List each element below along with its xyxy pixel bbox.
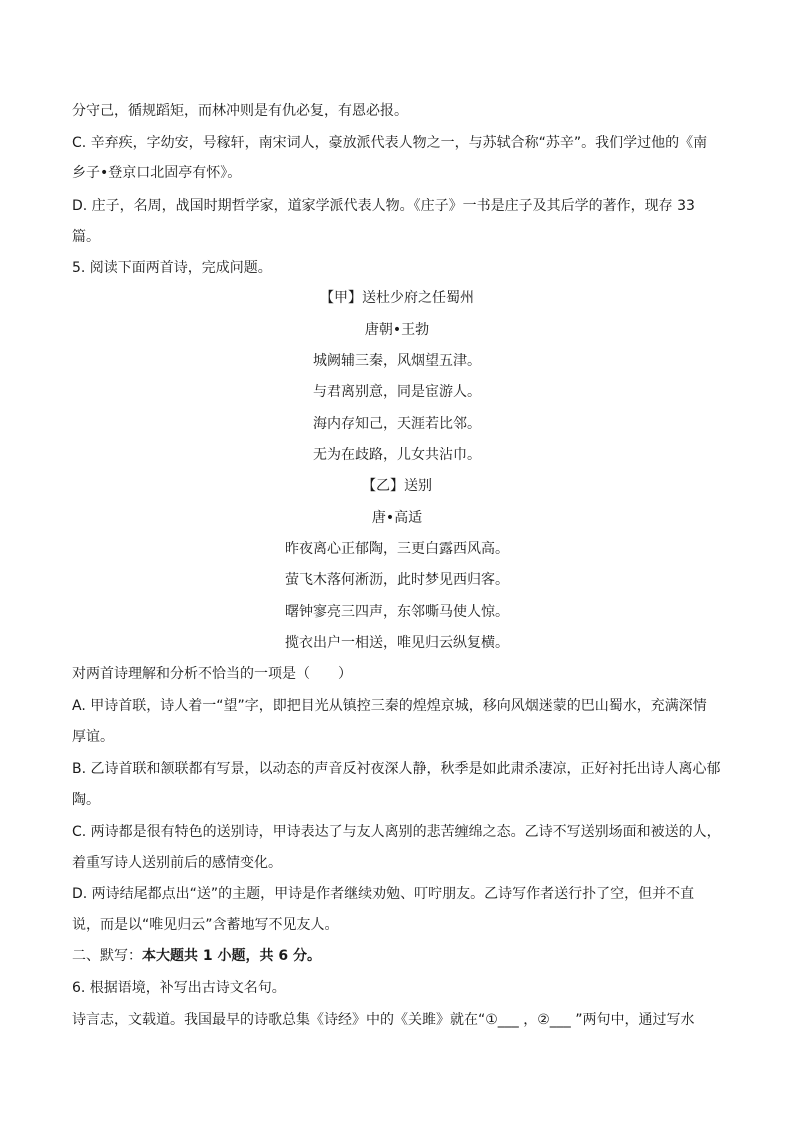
option-d-line-2: 篇。: [72, 229, 100, 245]
option-b-line-2: 陶。: [72, 792, 100, 808]
poem-b-line: 昨夜离心正郁陶，三更白露西风高。: [285, 541, 509, 557]
poem-a-line: 无为在歧路，儿女共沾巾。: [313, 447, 481, 463]
poem-a-line: 与君离别意，同是宦游人。: [313, 384, 481, 400]
option-d-line-2: 说，而是以“唯见归云”含蓄地写不见友人。: [72, 917, 339, 933]
option-a-line-2: 厚谊。: [72, 729, 114, 745]
poem-a-title: 【甲】送杜少府之任蜀州: [320, 290, 474, 306]
poem-a-author: 唐朝•王勃: [364, 322, 430, 338]
option-a-line-1: A. 甲诗首联，诗人着一“望”字，即把目光从镇控三秦的煌煌京城，移向风烟迷蒙的巴山蜀水，充满深情: [72, 698, 707, 714]
option-c-line-2: 着重写诗人送别前后的感情变化。: [72, 855, 282, 871]
poem-b-author: 唐•高适: [371, 510, 423, 526]
poem-a-line: 海内存知己，天涯若比邻。: [313, 416, 481, 432]
section-heading: [72, 946, 732, 966]
section-heading-prefix: 二、默写：: [72, 948, 142, 964]
option-c-line-2: 乡子•登京口北固亭有怀》。: [72, 165, 242, 181]
option-d-line-1: D. 庄子，名周，战国时期哲学家，道家学派代表人物。《庄子》一书是庄子及其后学的著作，现存 33: [72, 198, 695, 214]
option-b-line-1: B. 乙诗首联和颔联都有写景，以动态的声音反衬夜深人静，秋季是如此肃杀凄凉，正好衬托出诗人离心郁: [72, 761, 721, 777]
poem-b-line: 揽衣出户一相送，唯见归云纵复横。: [285, 635, 509, 651]
question-6-text: 诗言志，文载道。我国最早的诗歌总集《诗经》中的《关雎》就在“①___ ，②___ ”两句中，通过写水: [72, 1012, 695, 1028]
poem-b-line: 萤飞木落何淅沥，此时梦见西归客。: [285, 572, 509, 588]
poem-a-line: 城阙辅三秦，风烟望五津。: [313, 353, 481, 369]
poem-b-line: 曙钟寥亮三四声，东邻嘶马使人惊。: [285, 604, 509, 620]
poem-b-title: 【乙】送别: [362, 478, 432, 494]
question-6-prompt: 6. 根据语境，补写出古诗文名句。: [72, 980, 286, 996]
question-5-prompt: 5. 阅读下面两首诗，完成问题。: [72, 260, 272, 276]
paragraph-line: 分守己，循规蹈矩，而林冲则是有仇必复，有恩必报。: [72, 103, 408, 119]
question-stem: 对两首诗理解和分析不恰当的一项是（ ）: [72, 666, 352, 682]
option-c-line-1: C. 辛弃疾，字幼安，号稼轩，南宋词人，豪放派代表人物之一，与苏轼合称“苏辛”。我们学过他的《南: [72, 135, 708, 151]
option-c-line-1: C. 两诗都是很有特色的送别诗，甲诗表达了与友人离别的悲苦缠绵之态。乙诗不写送别场面和被送的人，: [72, 824, 721, 840]
option-d-line-1: D. 两诗结尾都点出“送”的主题，甲诗是作者继续劝勉、叮咛朋友。乙诗写作者送行扑了空，但并不直: [72, 886, 695, 902]
section-heading-bold: 本大题共 1 小题，共 6 分。: [142, 948, 321, 964]
